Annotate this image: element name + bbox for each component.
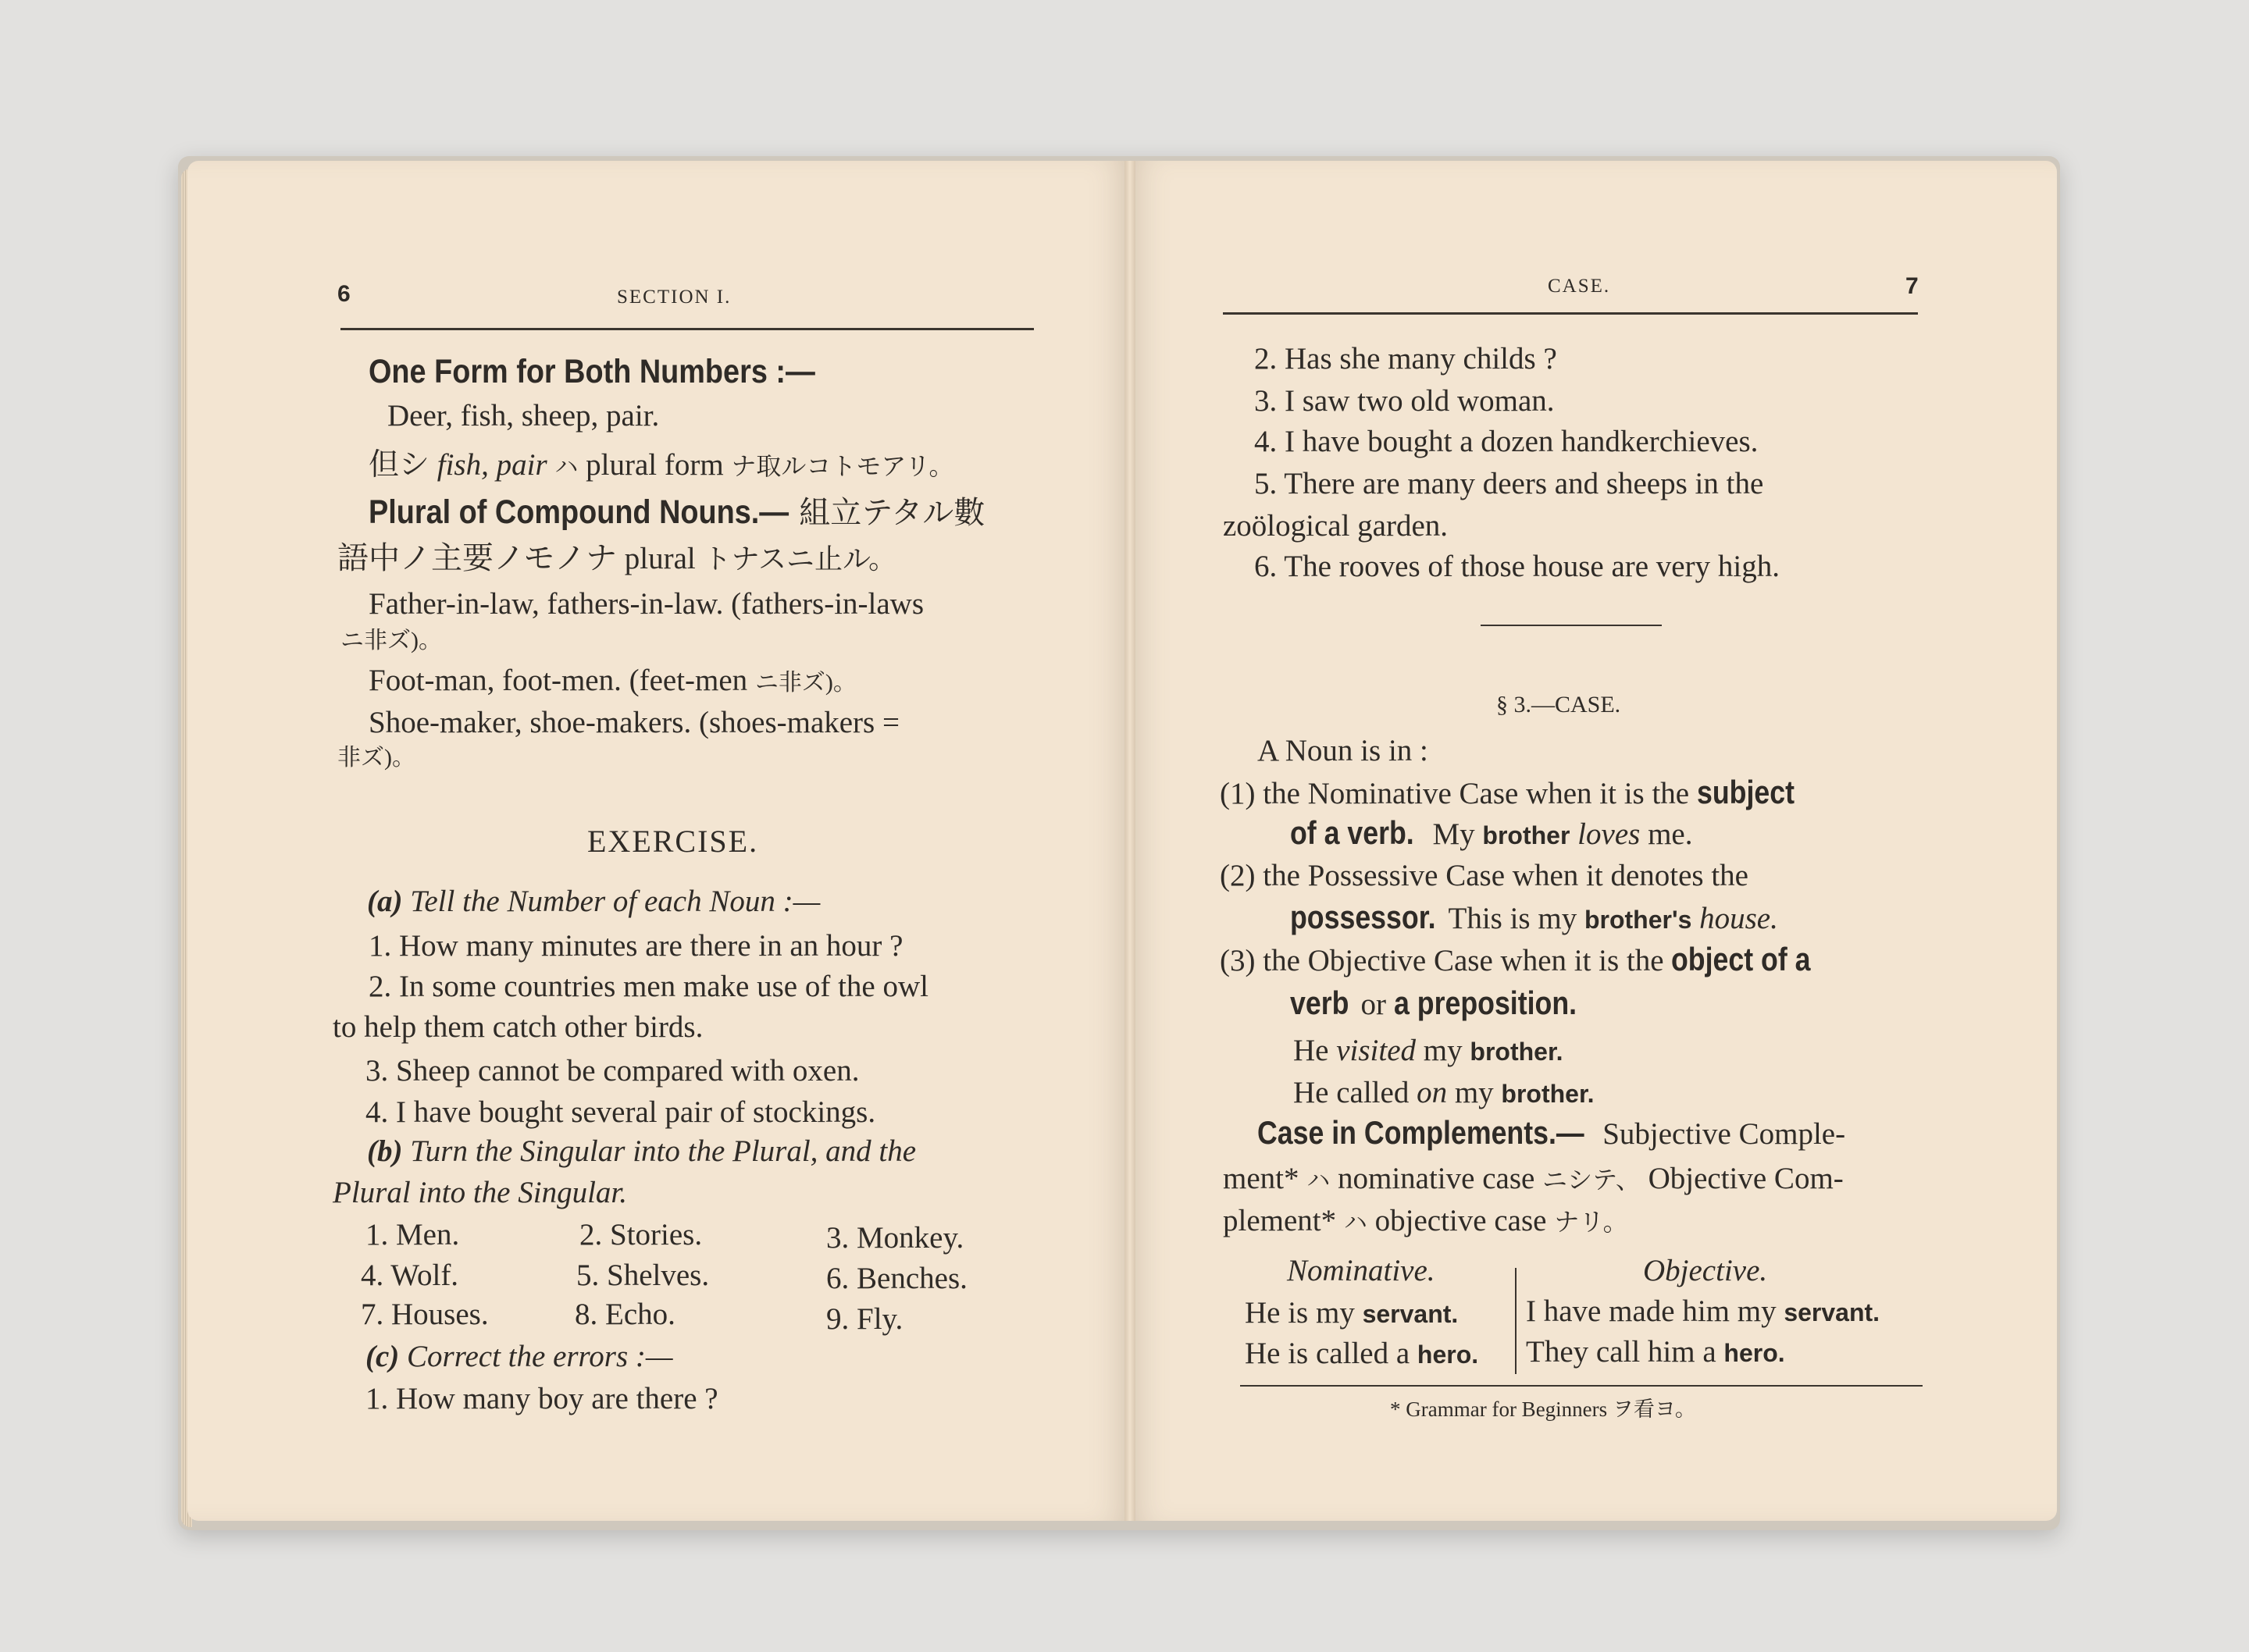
part-b-heading: (b) Turn the Singular into the Plural, and the [367,1134,917,1168]
heading-compound-nouns: Plural of Compound Nouns.— 組立テタル數 [369,493,985,531]
footnote: * Grammar for Beginners ヲ看ヨ。 [1390,1397,1696,1421]
table-head-nominative: Nominative. [1287,1254,1435,1287]
table-row-2-nominative: He is called a hero. [1245,1337,1479,1370]
compound-nouns-note: 語中ノ主要ノモノナ plural トナスニ止ル。 [337,540,897,575]
footnote-rule [1240,1385,1923,1387]
word-9: 9. Fly. [826,1302,904,1336]
exercise-c-item-4: 4. I have bought a dozen handkerchieves. [1254,425,1759,458]
word-2: 2. Stories. [579,1218,703,1251]
example-father-in-law-note: ニ非ズ)。 [340,628,442,653]
example-shoe-maker: Shoe-maker, shoe-makers. (shoes-makers = [369,706,900,739]
exercise-c-item-5: 5. There are many deers and sheeps in the [1254,467,1764,500]
table-divider [1515,1268,1517,1374]
left-page-number: 6 [337,281,351,307]
exercise-c-item-2: 2. Has she many childs ? [1254,342,1557,376]
word-1: 1. Men. [365,1218,460,1251]
part-a-heading: (a) Tell the Number of each Noun :— [367,885,821,918]
case-possessive-example: possessor. This is my brother's house. [1290,899,1778,935]
exercise-title: EXERCISE. [587,824,759,859]
case-objective: (3) the Objective Case when it is the object of a [1220,941,1811,977]
example-foot-man: Foot-man, foot-men. (feet-men ニ非ズ)。 [369,664,857,697]
word-4: 4. Wolf. [361,1259,459,1292]
right-header-rule [1223,312,1918,315]
exercise-c-item-3: 3. I saw two old woman. [1254,384,1555,418]
example-shoe-maker-note: 非ズ)。 [337,745,415,771]
noun-intro: A Noun is in : [1257,734,1428,767]
exercise-c-item-6: 6. The rooves of those house are very high. [1254,550,1780,583]
case-possessive: (2) the Possessive Case when it denotes the [1220,859,1748,892]
section-title: § 3.—CASE. [1496,692,1621,717]
table-head-objective: Objective. [1643,1254,1768,1287]
exercise-c-item-5-cont: zoölogical garden. [1223,509,1449,543]
heading-one-form: One Form for Both Numbers :— [369,353,815,390]
word-8: 8. Echo. [575,1298,675,1331]
book-spine [1124,161,1135,1521]
case-objective-line2: verb or a preposition. [1290,984,1577,1021]
case-objective-example-1: He visited my brother. [1293,1034,1563,1067]
section-divider [1481,625,1662,626]
exercise-a-item-4: 4. I have bought several pair of stockings. [365,1095,876,1129]
part-b-heading-cont: Plural into the Singular. [333,1176,628,1209]
exercise-c-item-1: 1. How many boy are there ? [365,1382,718,1415]
complements-heading: Case in Complements.— Subjective Comple- [1257,1114,1846,1151]
complements-line-3: plement* ハ objective case ナリ。 [1223,1204,1628,1237]
right-page-number: 7 [1905,273,1919,299]
left-running-head: SECTION I. [617,287,732,308]
table-row-1-objective: I have made him my servant. [1526,1294,1880,1328]
note-one-form: 但シ fish, pair ハ plural form ナ取ルコトモアリ。 [369,448,954,482]
table-row-1-nominative: He is my servant. [1245,1296,1459,1330]
word-7: 7. Houses. [361,1298,489,1331]
exercise-a-item-1: 1. How many minutes are there in an hour ? [369,929,904,963]
right-running-head: CASE. [1548,276,1611,297]
example-father-in-law: Father-in-law, fathers-in-law. (fathers-in-laws [369,587,925,621]
exercise-a-item-3: 3. Sheep cannot be compared with oxen. [365,1054,860,1088]
case-nominative: (1) the Nominative Case when it is the subject [1220,774,1795,810]
word-3: 3. Monkey. [826,1221,964,1255]
exercise-a-item-2: 2. In some countries men make use of the owl [369,970,928,1003]
word-6: 6. Benches. [826,1262,968,1295]
left-header-rule [340,328,1034,330]
table-row-2-objective: They call him a hero. [1526,1335,1785,1369]
case-objective-example-2: He called on my brother. [1293,1076,1595,1109]
part-c-heading: (c) Correct the errors :— [365,1340,673,1373]
complements-line-2: ment* ハ nominative case ニシテ、 Objective Com- [1223,1162,1844,1195]
exercise-a-item-2-cont: to help them catch other birds. [333,1010,704,1044]
word-5: 5. Shelves. [576,1259,710,1292]
examples-one-form: Deer, fish, sheep, pair. [387,399,660,433]
case-nominative-example: of a verb. My brother loves me. [1290,814,1693,851]
